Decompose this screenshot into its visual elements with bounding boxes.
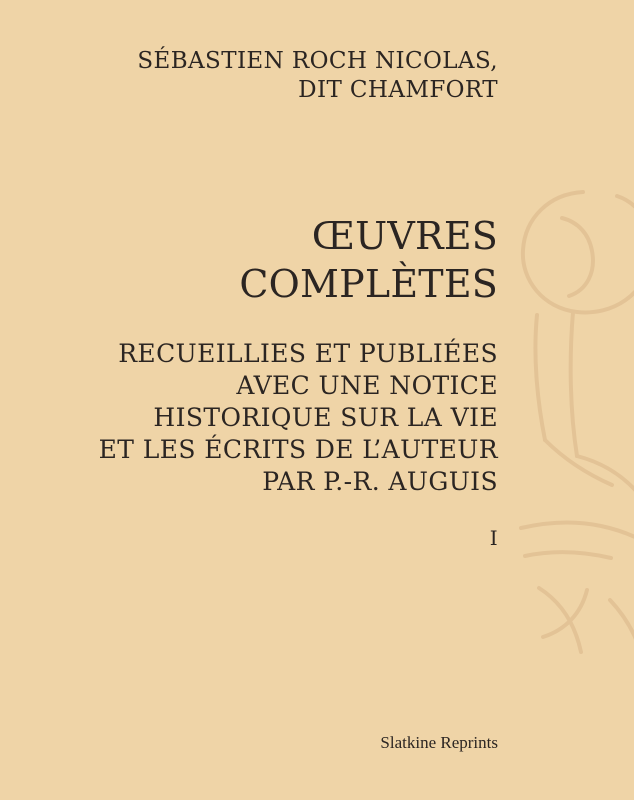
book-subtitle bbox=[99, 338, 498, 498]
publisher-name: Slatkine Reprints bbox=[380, 733, 498, 752]
book-title bbox=[239, 212, 498, 308]
publisher-emblem-icon bbox=[505, 130, 634, 690]
author-line-2: DIT CHAMFORT bbox=[298, 77, 498, 103]
title-line-2: COMPLÈTES bbox=[239, 262, 498, 306]
subtitle-line-5: PAR P.-R. AUGUIS bbox=[262, 467, 498, 496]
author-line-1: SÉBASTIEN ROCH NICOLAS, bbox=[137, 48, 498, 74]
subtitle-line-1: RECUEILLIES ET PUBLIÉES bbox=[118, 339, 498, 368]
subtitle-line-4: ET LES ÉCRITS DE L’AUTEUR bbox=[98, 435, 498, 464]
subtitle-line-3: HISTORIQUE SUR LA VIE bbox=[153, 403, 498, 432]
author-name bbox=[137, 47, 498, 105]
title-line-1: ŒUVRES bbox=[311, 214, 498, 258]
volume-number: I bbox=[489, 526, 498, 550]
subtitle-line-2: AVEC UNE NOTICE bbox=[236, 371, 498, 400]
